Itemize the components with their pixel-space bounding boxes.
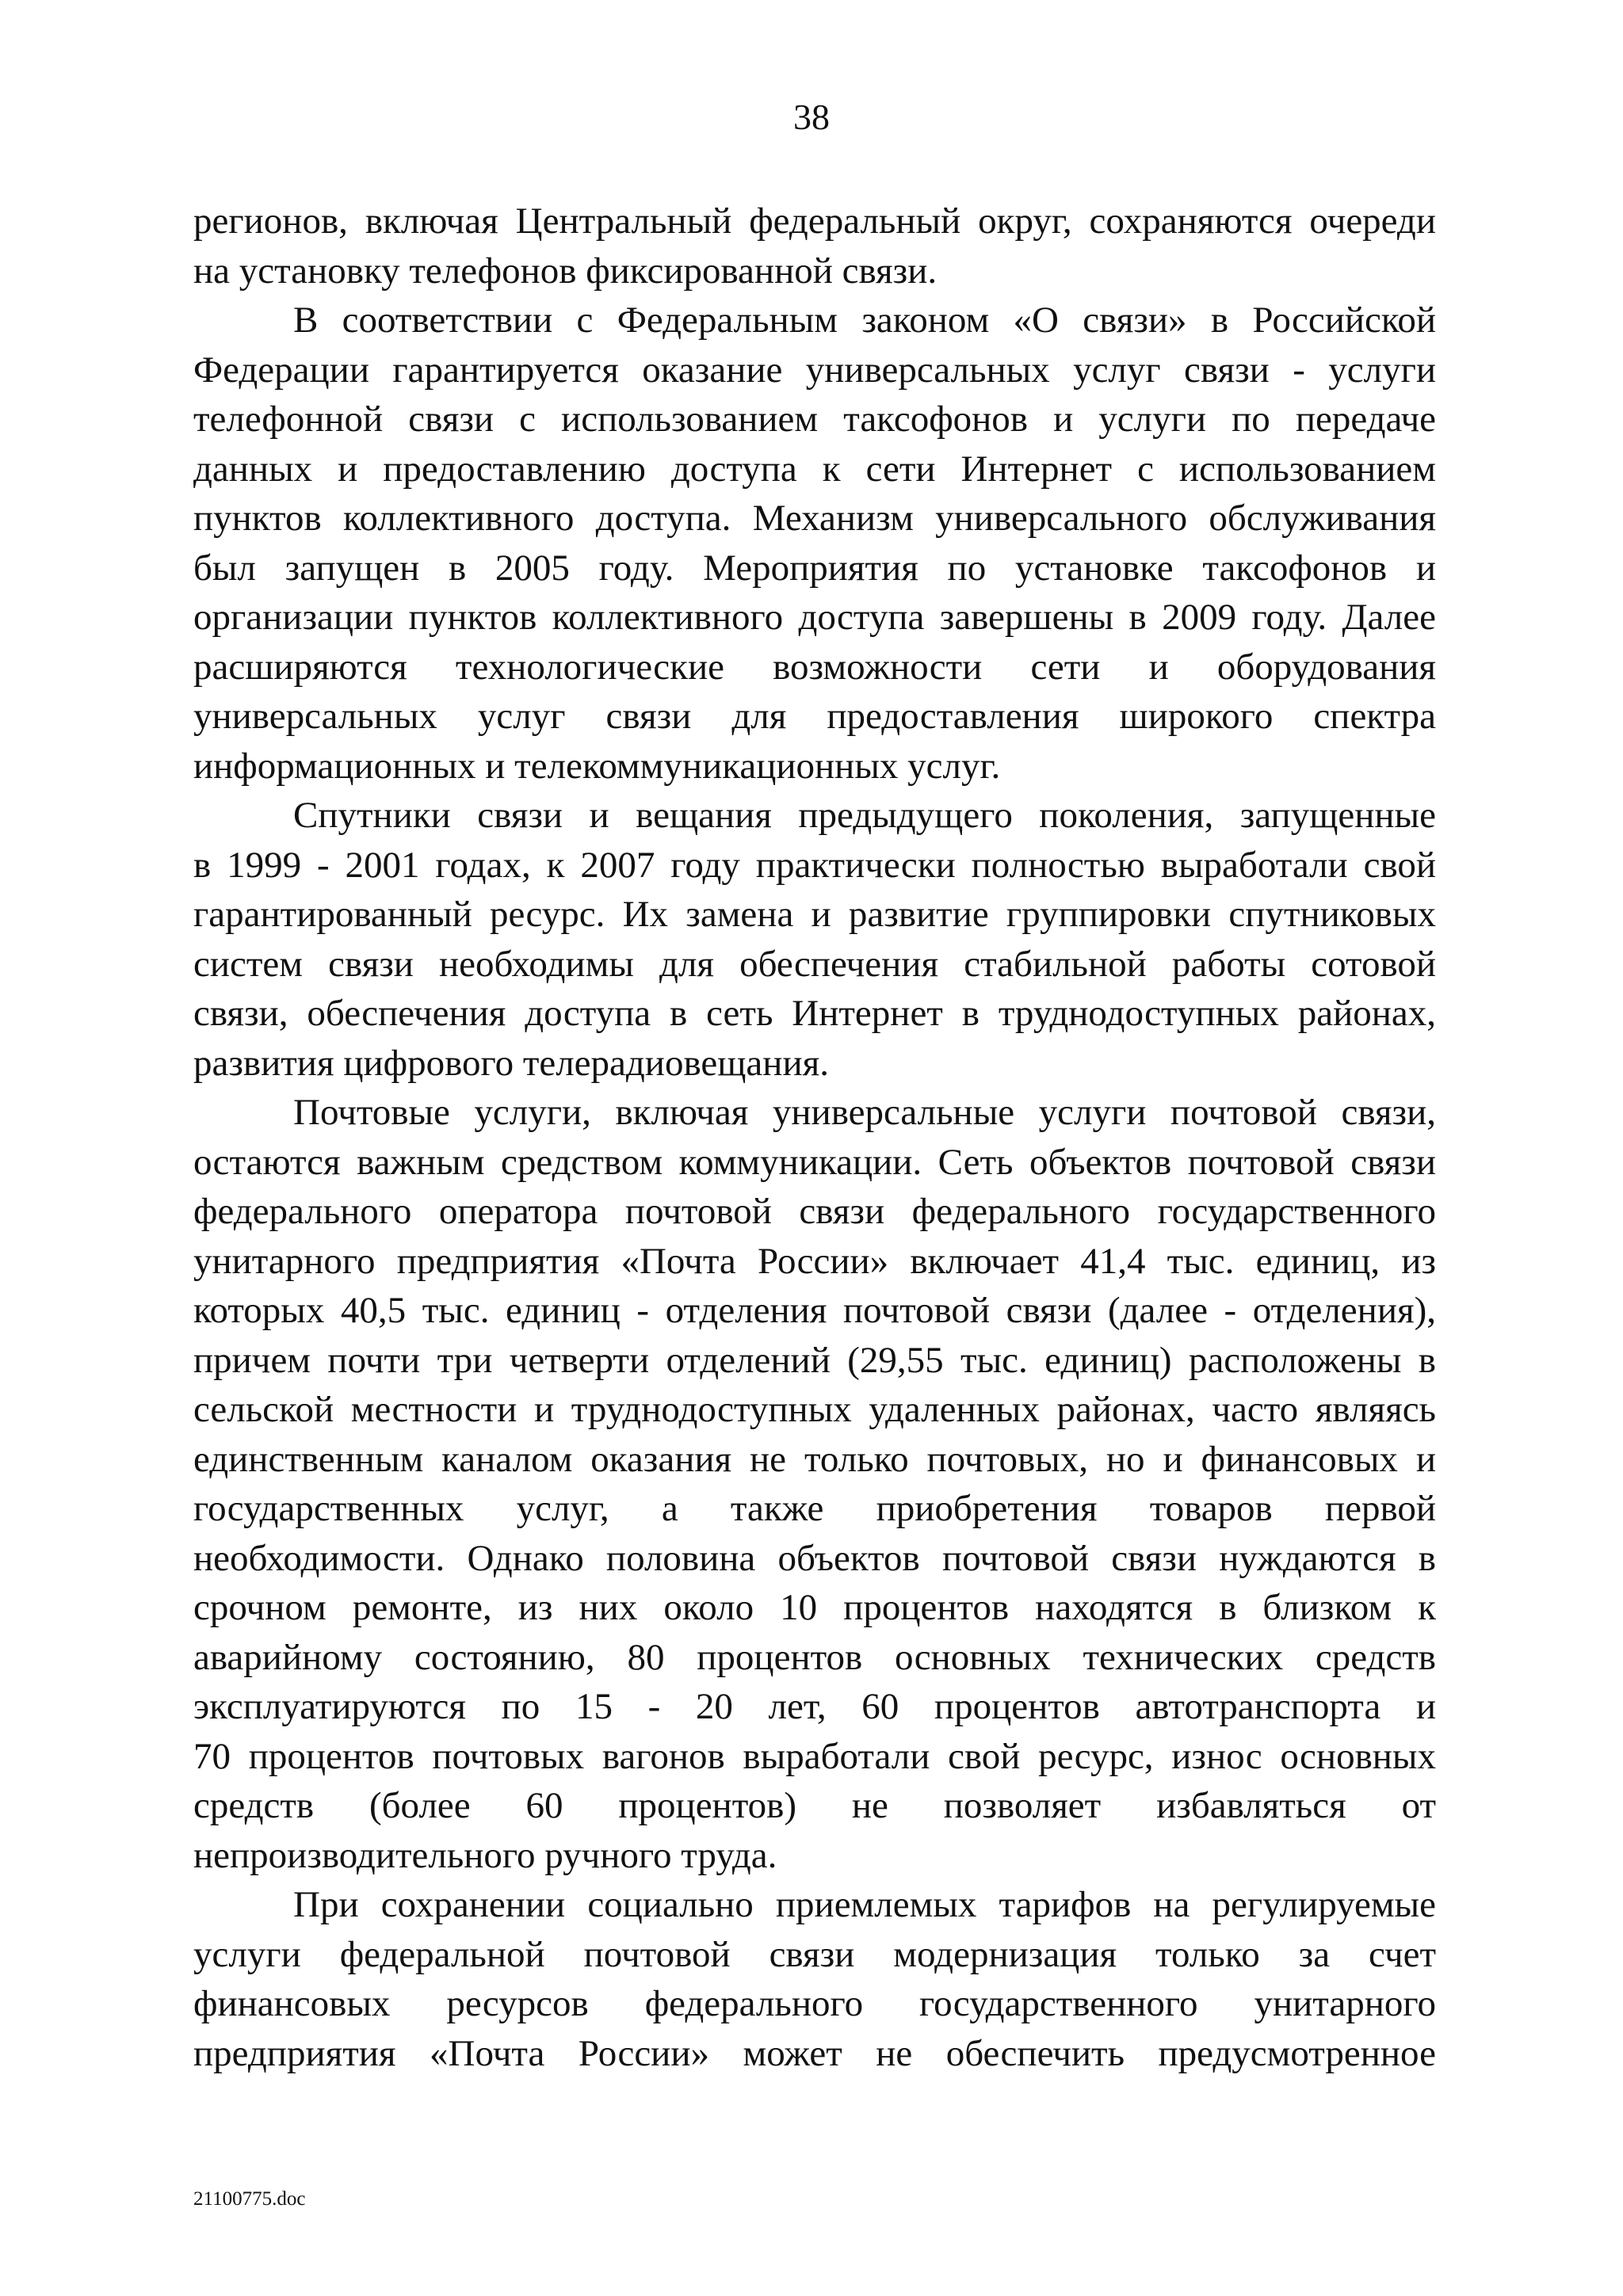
text-line: причем почти три четверти отделений (29,55 тыс. единиц) расположены в — [193, 1339, 1436, 1381]
text-line: которых 40,5 тыс. единиц - отделения почтовой связи (далее - отделения), — [193, 1290, 1436, 1331]
text-line: регионов, включая Центральный федеральный округ, сохраняются очереди — [193, 200, 1436, 242]
text-line: унитарного предприятия «Почта России» включает 41,4 тыс. единиц, из — [193, 1240, 1436, 1282]
text-line: расширяются технологические возможности сети и оборудования — [193, 646, 1436, 688]
text-line: связи, обеспечения доступа в сеть Интернет в труднодоступных районах, — [193, 993, 1436, 1034]
text-line: единственным каналом оказания не только почтовых, но и финансовых и — [193, 1438, 1436, 1480]
text-line: Почтовые услуги, включая универсальные услуги почтовой связи, — [293, 1092, 1436, 1133]
text-line: необходимости. Однако половина объектов почтовой связи нуждаются в — [193, 1537, 1436, 1579]
text-line: организации пунктов коллективного доступа завершены в 2009 году. Далее — [193, 597, 1436, 638]
page-number: 38 — [793, 97, 830, 137]
text-line: пунктов коллективного доступа. Механизм универсального обслуживания — [193, 498, 1436, 539]
text-line: остаются важным средством коммуникации. Сеть объектов почтовой связи — [193, 1141, 1436, 1183]
text-line: в 1999 - 2001 годах, к 2007 году практически полностью выработали свой — [193, 844, 1436, 886]
text-line: Спутники связи и вещания предыдущего поколения, запущенные — [293, 795, 1436, 836]
text-line: сельской местности и труднодоступных удаленных районах, часто являясь — [193, 1389, 1436, 1430]
text-line: федерального оператора почтовой связи федерального государственного — [193, 1191, 1436, 1232]
text-line: предприятия «Почта России» может не обеспечить предусмотренное — [193, 2032, 1436, 2074]
text-line: срочном ремонте, из них около 10 процентов находятся в близком к — [193, 1587, 1436, 1628]
text-line: данных и предоставлению доступа к сети Интернет с использованием — [193, 448, 1436, 490]
text-line: телефонной связи с использованием таксофонов и услуги по передаче — [193, 399, 1436, 440]
text-line: 70 процентов почтовых вагонов выработали свой ресурс, износ основных — [193, 1735, 1436, 1777]
text-line: информационных и телекоммуникационных услуг. — [193, 745, 1001, 787]
text-line: аварийному состоянию, 80 процентов основных технических средств — [193, 1636, 1436, 1678]
text-line: При сохранении социально приемлемых тарифов на регулируемые — [293, 1884, 1436, 1925]
text-line: на установку телефонов фиксированной связи. — [193, 250, 938, 292]
text-line: средств (более 60 процентов) не позволяет избавляться от — [193, 1785, 1436, 1826]
text-line: государственных услуг, а также приобретения товаров первой — [193, 1488, 1436, 1529]
text-line: непроизводительного ручного труда. — [193, 1834, 777, 1876]
text-line: Федерации гарантируется оказание универсальных услуг связи - услуги — [193, 349, 1436, 391]
text-line: систем связи необходимы для обеспечения стабильной работы сотовой — [193, 943, 1436, 985]
text-line: универсальных услуг связи для предоставления широкого спектра — [193, 696, 1436, 737]
document-filename: 21100775.doc — [193, 2188, 306, 2210]
text-line: услуги федеральной почтовой связи модернизация только за счет — [193, 1933, 1436, 1975]
document-body — [193, 196, 1436, 2078]
text-line: гарантированный ресурс. Их замена и развитие группировки спутниковых — [193, 894, 1436, 935]
text-line: был запущен в 2005 году. Мероприятия по установке таксофонов и — [193, 547, 1436, 589]
text-line: В соответствии с Федеральным законом «О связи» в Российской — [293, 299, 1436, 341]
text-line: развития цифрового телерадиовещания. — [193, 1042, 829, 1084]
text-line: финансовых ресурсов федерального государственного унитарного — [193, 1983, 1436, 2024]
text-line: эксплуатируются по 15 - 20 лет, 60 процентов автотранспорта и — [193, 1686, 1436, 1727]
